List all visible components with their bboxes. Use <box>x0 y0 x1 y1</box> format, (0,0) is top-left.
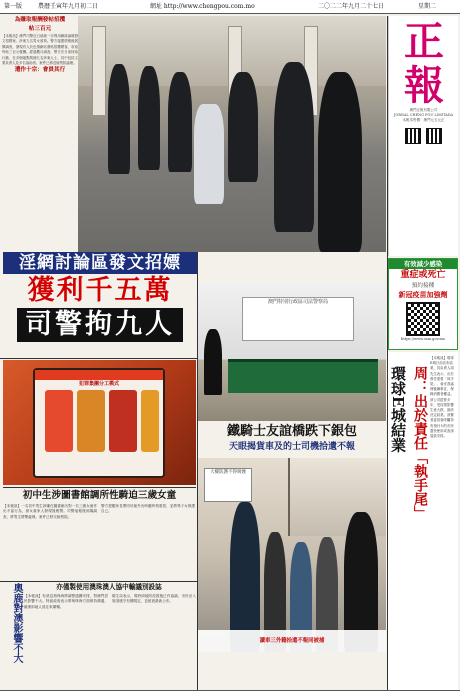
weekday: 星期二 <box>418 3 437 10</box>
lunar-date: 農曆壬寅年九月初二日 <box>38 3 99 10</box>
scene-sign: 大樓防護不得吸煙 <box>204 468 252 502</box>
ad-line-2: 重症或死亡 <box>400 270 446 280</box>
headline-1: 淫網討論區發文招嫖 <box>3 252 197 274</box>
article-headline-5: 亦僅製使用澳珠澳人協中輸議別設誌 <box>56 583 162 591</box>
divider <box>197 252 198 690</box>
knight-title: 鐵騎士友誼橋跌下銀包 <box>226 424 357 439</box>
right-headline-1: 環球E城結業 <box>389 366 407 453</box>
lede-column <box>2 16 78 251</box>
phone-graphic <box>3 360 196 485</box>
masthead-bar <box>0 0 460 14</box>
knight-subtitle: 天眼揭貨車及的士司機拾遺不報 <box>228 442 355 452</box>
headline-2: 獲利千五萬 <box>27 275 173 306</box>
street-photo <box>198 458 386 652</box>
ad-line-1: 有效減少感染 <box>389 259 457 269</box>
brand-price: 本報零售價：澳門元五元正 <box>402 118 445 123</box>
scene-caption: 讀車三外籍拾遺不報同被捕 <box>198 630 386 652</box>
lede-subhead-2: 帖三百元 <box>28 26 52 32</box>
exhibit-board-text: 澳門特別行政區司法警察局 <box>267 299 328 305</box>
right-column <box>388 352 458 694</box>
divider <box>387 16 388 690</box>
ad-qr-code[interactable] <box>406 302 440 336</box>
article-body-a: 【本報訊】一名初中男生涉嫌在圖書館內對一名三歲女童作出不當行為，被女童家人發現後報警。司警接報後到場調查，將男生帶署處理。案件已移交檢察院。 <box>3 504 97 519</box>
vertical-headline: 奧鹿對澳影響不大 <box>11 583 22 663</box>
qr-code-1[interactable] <box>405 128 421 144</box>
right-body: 【本報訊】環球E城日前宣布結業，其負責人周先生表示，出於責任需要「執手尾」，會妥善處理後續事宜，保障消費者權益。該公司經營多年，受疫情影響生意大跌，最終決定結業。消費者委員會呼籲持有預付卡的市民盡快使用或查詢退款安排。 <box>430 356 454 439</box>
qr-code-2[interactable] <box>426 128 442 144</box>
exhibit-photo <box>198 283 386 421</box>
phone-caption: 犯罪集團分工模式 <box>78 381 119 387</box>
ad-line-4: 新冠疫苗加強劑 <box>398 290 448 299</box>
brand-panel <box>388 16 458 256</box>
arrest-photo <box>78 16 386 252</box>
vaccine-ad[interactable] <box>388 258 458 350</box>
lede-subhead-3: 遭作十宗：會員其行 <box>14 67 66 74</box>
ad-url[interactable]: https://www.ssm.gov.mo <box>401 337 445 341</box>
article-body-d: 衛生局表示，現時兩地防疫措施已作協調，市民出入境須遵守有關規定，並留意最新公布。 <box>112 594 196 604</box>
headline-3: 司警拘九人 <box>17 308 183 342</box>
lead-headline <box>3 252 197 358</box>
right-headline-2: 周：出於責任「執手尾」 <box>412 366 428 520</box>
article-headline-4: 初中生涉圖書館調所性騎迫三歲女童 <box>3 487 196 504</box>
brand-org-en: JORNAL CHENG POU LIMITADA <box>393 113 454 118</box>
page-label: 第一版 <box>4 3 23 10</box>
divider <box>0 581 197 582</box>
lede-text: 【本報訊】澳門司警近日偵破一宗利用網絡論壇發文招嫖案，涉案九名男女被拘。警方接獲情報後展開調查，發現有人於色情網站發帖招攬嫖客，收取每帖三百元報酬。經過數月調查，警方於日前採取行動，在多個地點拘捕九名涉案人士，其中包括主要負責人及多名協助者。案件已移送檢察院處理。 <box>2 34 78 66</box>
article-body-c: 【本報訊】有消息指珠海將調整通關安排，對澳門居民影響不大。特區政府表示將與珠海方面保持溝通，確保兩地人員往來順暢。 <box>24 594 108 609</box>
lede-subhead-1: 為賺取報酬發帖招攬 <box>14 17 66 23</box>
article-body-b: 警方提醒家長帶同幼童外出時應時刻看管，並教導子女保護自己。 <box>101 504 195 514</box>
divider <box>0 358 197 359</box>
ad-line-3: 預約接種 <box>411 283 435 289</box>
brand-logo: 正報 <box>404 18 444 109</box>
page-footer <box>0 690 460 697</box>
site-url[interactable]: 網址 http://www.chengpou.com.mo <box>150 3 255 10</box>
knight-headline <box>198 423 386 457</box>
date: 二〇二二年九月二十七日 <box>318 3 385 10</box>
brand-org: 澳門正報有限公司 <box>409 108 438 112</box>
